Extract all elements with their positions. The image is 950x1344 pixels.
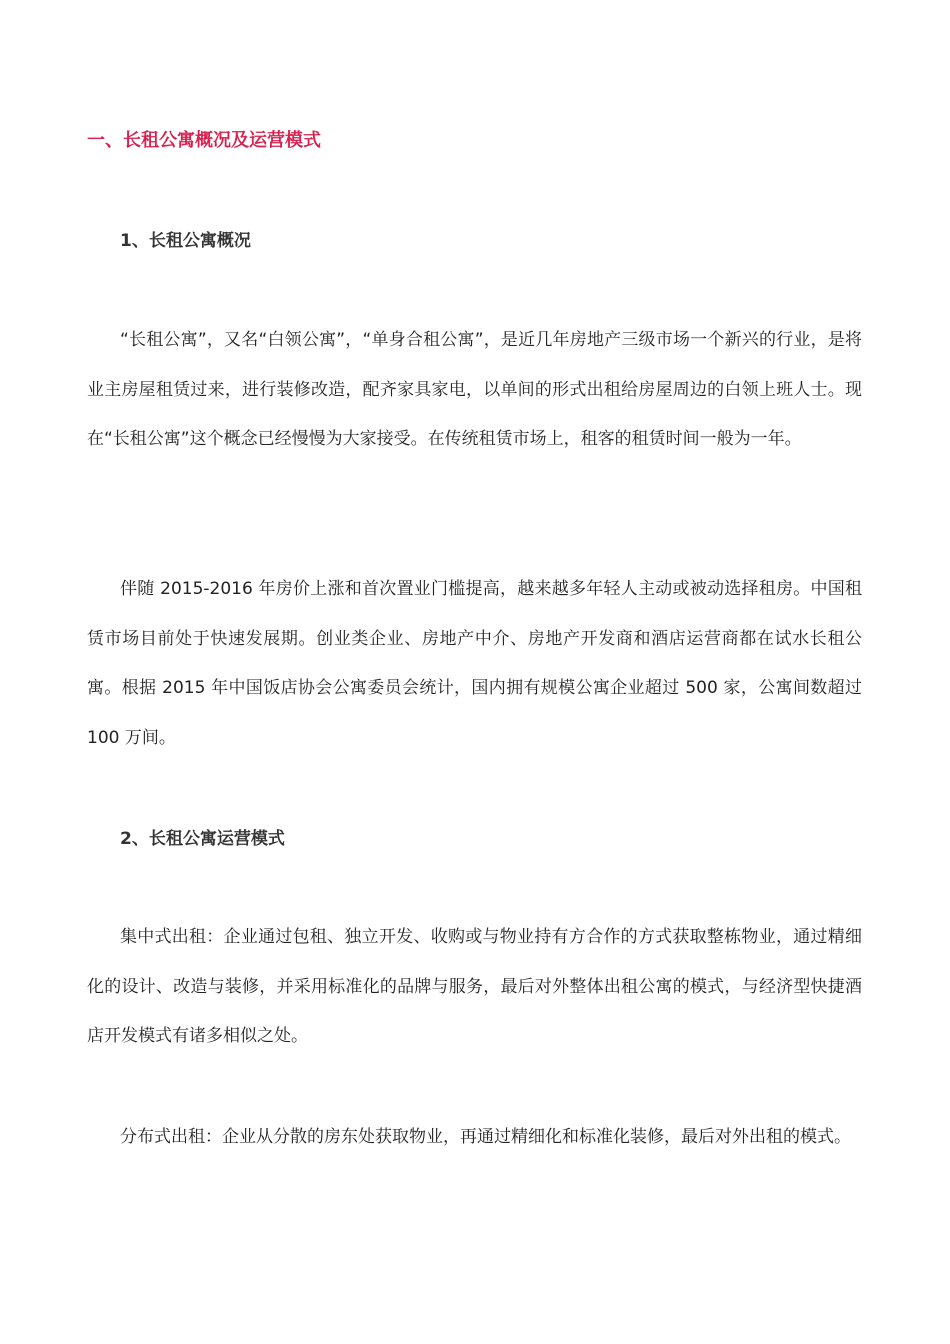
section-heading: 一、长租公寓概况及运营模式 [87,130,321,151]
paragraph-overview-market [87,565,862,763]
paragraph-overview-definition [87,316,862,465]
paragraph-text: 分布式出租：企业从分散的房东处获取物业，再通过精细化和标准化装修，最后对外出租的模式。 [120,1127,851,1147]
paragraph-centralized-rental [87,913,862,1062]
paragraph-text: 伴随 2015-2016 年房价上涨和首次置业门槛提高，越来越多年轻人主动或被动选择租房。中国租赁市场目前处于快速发展期。创业类企业、房地产中介、房地产开发商和酒店运营商都在试水长租公寓。根据 2015 年中国饭店协会公寓委员会统计，国内拥有规模公寓企业超过 500 家，公寓间数超过 100 万间。 [87,579,862,748]
paragraph-text: “长租公寓”，又名“白领公寓”，“单身合租公寓”，是近几年房地产三级市场一个新兴的行业，是将业主房屋租赁过来，进行装修改造，配齐家具家电，以单间的形式出租给房屋周边的白领上班人士。现在“长租公寓”这个概念已经慢慢为大家接受。在传统租赁市场上，租客的租赁时间一般为一年。 [87,330,862,449]
subsection-2-heading: 2、长租公寓运营模式 [120,829,285,849]
subsection-1-heading: 1、长租公寓概况 [120,231,251,251]
paragraph-text: 集中式出租：企业通过包租、独立开发、收购或与物业持有方合作的方式获取整栋物业，通过精细化的设计、改造与装修，并采用标准化的品牌与服务，最后对外整体出租公寓的模式，与经济型快捷酒店开发模式有诸多相似之处。 [87,927,862,1046]
paragraph-distributed-rental [87,1113,862,1163]
